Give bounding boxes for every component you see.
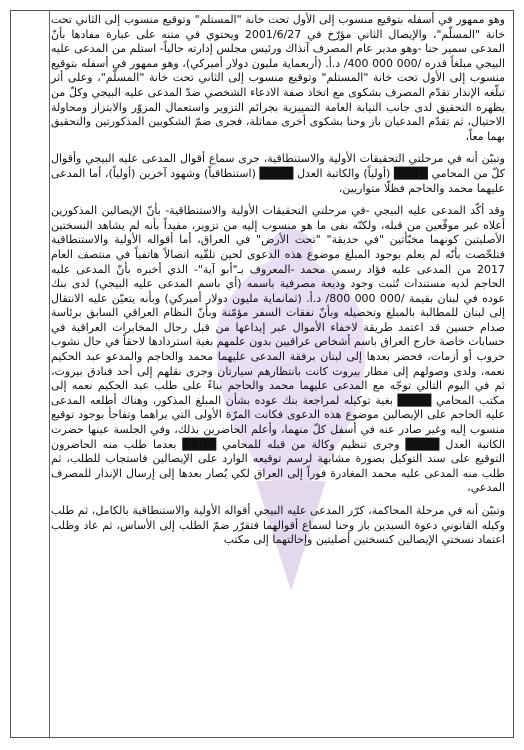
paragraph-3: وقد أكّد المدعى عليه البيجي -في مرحلتي التحقيقات الأولية والاستنطاقية- بأنّ الإيصالين المذكورين أعلاه غير موقّعين من قبله، ولكنّه نفى ما هو منسوب إليه من تزوير، مفيداً بأنه لم يشاهد النسختين الأصليتين كونهما مخبّأتين "في حديقة" "تحت الأرض" في العراق، أما أقواله الأولية والاستنطاقية فتلخّصت بأنّه لم يعلم بوجود المبلغ موضوع هذه الدعوى لحين تلقّيه اتصالاً هاتفياً في منتصف العام 2017 من المدعى عليه فؤاد رسمي محمد -المعروف بـ"أبو آية"- الذي أخبره بأنّ المدعى عليه الحاجم لديه مستندات تُثبت وجود وديعة مصرفية باسمه (أي باسم المدعى عليه البيجي) لدى بنك عوده في لبنان بقيمة /000 000 800/ د.أ. (ثمانماية مليون دولار أميركي) وبأنه يتعيّن عليه الانتقال إلى لبنان للمطالبة بالمبلغ وتحصيله وبأنّ نفقات السفر مؤمّنة وبأنّ النظام العراقي السابق برئاسة صدام حسين قد اعتمد طريقة لاخفاء الأموال عبر إيداعها من قبل رجال المخابرات العراقية في حسابات خاصة خارج العراق باسم أشخاص عراقيين بدون علمهم بغية استردادها لاحقاً في حال نشوب حروب أو أزمات، فحضر بعدها إلى لبنان برفقة المدعى عليهما محمد والحاجم والمدعو عبد الحكيم نعمه، ولدى وصولهم إلى مطار بيروت كانت بانتظارهم سيارتان وجرى نقلهم إلى أحد فنادق بيروت، ثم في اليوم التالي توجّه مع المدعى عليهما محمد والحاجم بناءً على طلب عبد الحكيم نعمه إلى مكتب المحامي ████ بغية توكيله لمراجعة بنك عوده بشأن المبلغ المذكور، وهناك أطلعه المدعى عليه الحاجم على الإيصالين موضوع هذه الدعوى فكانت المرّة الأولى التي يراهما وتفاجأ بوجود توقيع منسوب إليه وغير صادر عنه في أسفل كلّ منهما، وأعلم الحاضرين بذلك، وفي الجلسة عينها حضرت الكاتبة العدل ████ وجرى تنظيم وكالة من قبله للمحامي ████ بعدما طلب منه الحاضرون التوقيع على سند التوكيل بصورة مشابهة لرسم توقيعه الوارد على الإيصالين فاستجاب للطلب، ثم طلب منه المدعى عليه محمد المغادرة فوراً إلى العراق لكي يُصار بعدها إلى إرسال الإنذار للمصرف المدعي، xyxy=(51,204,506,495)
paragraph-2: وتبيّن أنه في مرحلتي التحقيقات الأولية والاستنطاقية، جرى سماع أقوال المدعى عليه البيجي وأقوال كلّ من المحامي ████ (أولياً) والكاتبة العدل ████ (استنطاقياً) وشهود آخرين (أولياً)، أما المدعى عليهما محمد والحاجم فظلّا متواريين، xyxy=(51,152,505,195)
paragraph-1: وهو ممهور في أسفله بتوقيع منسوب إلى الأول تحت خانة "المستلم" وتوقيع منسوب إلى الثاني تحت خانة "المسلّم"، والإيصال الثاني مؤرّخ في 2001/6/27 ويحتوي في متنه على عبارة مفادها بأنّ المدعى سمير حنا -وهو مدير عام المصرف آنذاك ورئيس مجلس إدارته حالياً- استلم من المدعى عليه البيجي مبلغاً قدره /000 000 400/ د.أ. (أربعماية مليون دولار أميركي)، وهو ممهور في أسفله بتوقيع منسوب إلى الأول تحت خانة "المستلم" وتوقيع منسوب إلى الثاني تحت خانة "المسلّم"، وعلى أثر تبلّغه الإنذار تقدّم المصرف بشكوى مع اتخاذ صفة الادعاء الشخصي ضدّ المدعى عليه البيجي وكلّ من يظهره التحقيق لدى جانب النيابة العامة التمييزية بجرائم التزوير واستعمال المزوّر والابتزاز ومحاولة الاحتيال، ثم تقدّم المدعيان باز وحنا بشكوى أخرى مماثلة، فجرى ضمّ الشكويين المذكورتين والتحقيق بهما معاً، xyxy=(51,13,505,143)
paragraph-4: وتبيّن أنه في مرحلة المحاكمة، كرّر المدعى عليه البيجي أقواله الأولية والاستنطاقية بالكامل، ثم طلب وكيله القانوني دعوة السيدين باز وحنا لسماع أقوالهما فتقرّر ضمّ الطلب إلى الأساس، ثم عاد وطلب اعتماد نسختي الإيصالين كنسختين أصليتين وإحالتهما إلى مكتب xyxy=(51,504,505,547)
document-frame xyxy=(10,10,514,738)
margin-column-divider xyxy=(49,11,50,737)
document-body xyxy=(51,13,505,735)
